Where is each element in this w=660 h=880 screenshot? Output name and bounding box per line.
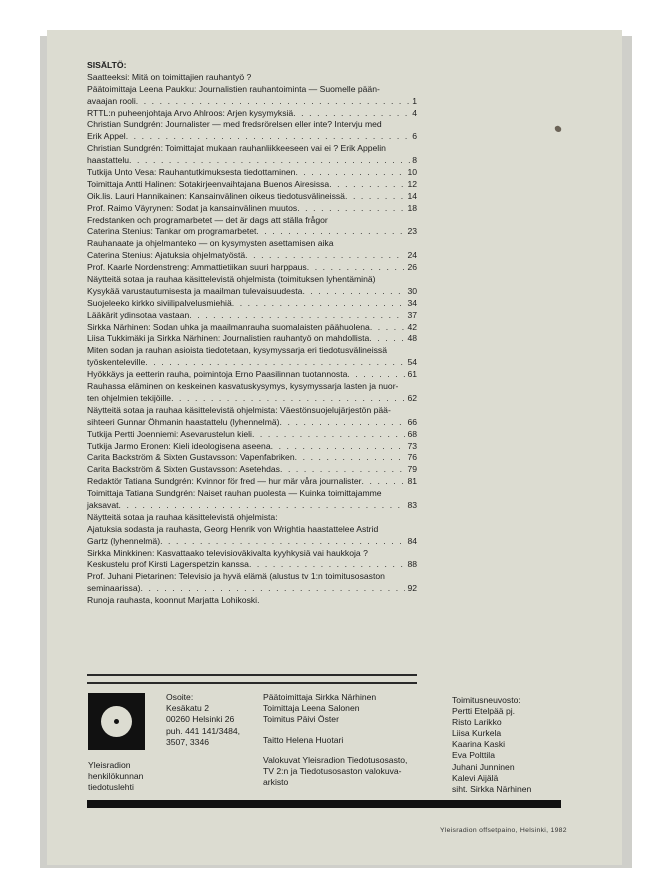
layout-credit: Taitto Helena Huotari: [263, 734, 344, 745]
toc-entry-title: Toimittaja Antti Halinen: Sotakirjeenvaihtajana Buenos Airesissa: [87, 178, 330, 189]
toc-entry-title: seminaarissa): [87, 583, 141, 594]
dot-leader: [297, 203, 405, 215]
dot-leader: [280, 464, 405, 476]
toc-entry: [87, 559, 417, 571]
toc-entry-title: Liisa Tukkimäki ja Sirkka Närhinen: Journalistien rauhantyö on mahdollista: [87, 333, 370, 344]
dot-leader: [370, 322, 406, 334]
toc-entry-title: Gartz (lyhennelmä): [87, 535, 161, 546]
dot-leader: [280, 417, 406, 429]
toc-entry-line: [87, 286, 417, 298]
board-line: Juhani Junninen: [452, 761, 515, 772]
toc-entry: [87, 310, 417, 322]
publisher-line: tiedotuslehti: [88, 782, 134, 793]
table-of-contents: [87, 60, 417, 607]
publisher-block: [88, 760, 143, 794]
toc-entry: [87, 595, 417, 607]
toc-entry: [87, 548, 417, 560]
toc-entry-line: [87, 357, 417, 369]
dot-leader: [307, 262, 406, 274]
toc-entry: [87, 476, 417, 488]
toc-page-number: 66: [407, 416, 417, 427]
toc-entry-line: Ajatuksia sodasta ja rauhasta, Georg Henrik von Wrightia haastattelee Astrid: [87, 523, 379, 534]
toc-entry-title: Lääkärit ydinsotaa vastaan: [87, 309, 190, 320]
toc-entry: [87, 369, 417, 381]
toc-page-number: 61: [407, 369, 417, 380]
toc-entry: [87, 226, 417, 238]
toc-entry: [87, 191, 417, 203]
toc-page-number: 84: [407, 535, 417, 546]
dot-leader: [256, 226, 405, 238]
toc-bottom-rule: [87, 682, 417, 684]
toc-page-number: 30: [407, 285, 417, 296]
toc-entry-title: Redaktör Tatiana Sundgrén: Kvinnor för fred — hur mär våra journalister: [87, 476, 362, 487]
toc-entry-line: [87, 250, 417, 262]
toc-entry: [87, 179, 417, 191]
dot-leader: [271, 441, 406, 453]
toc-entry-line: [87, 369, 417, 381]
toc-top-rule: [87, 674, 417, 676]
toc-entry: [87, 84, 417, 108]
toc-entry: [87, 345, 417, 369]
toc-page-number: 10: [407, 167, 417, 178]
yleisradio-logo: [88, 693, 145, 750]
toc-entry: [87, 143, 417, 167]
dot-leader: [252, 429, 405, 441]
toc-entry: [87, 286, 417, 298]
toc-entry-line: [87, 108, 417, 120]
editor-line: Toimitus Päivi Öster: [263, 714, 339, 725]
toc-entry-line: [87, 96, 417, 108]
board-line: Toimitusneuvosto:: [452, 695, 521, 705]
toc-entry: [87, 262, 417, 274]
toc-entry: [87, 72, 417, 84]
dot-leader: [126, 131, 411, 143]
toc-page-number: 81: [407, 476, 417, 487]
toc-page-number: 1: [412, 95, 417, 106]
toc-entry-line: [87, 131, 417, 143]
toc-page-number: 4: [412, 107, 417, 118]
toc-entry-title: avaajan rooli: [87, 95, 136, 106]
editors-block: [263, 692, 407, 788]
toc-entry: [87, 405, 417, 429]
toc-entry-title: Kysykää varustautumisesta ja maailman tulevaisuudesta: [87, 285, 303, 296]
toc-entry: [87, 238, 417, 250]
toc-entry-line: [87, 191, 417, 203]
toc-entry-line: [87, 226, 417, 238]
toc-entry-line: [87, 500, 417, 512]
toc-page-number: 14: [407, 190, 417, 201]
toc-entry-line: Sirkka Minkkinen: Kasvattaako televisioväkivalta kyyhkysiä vai haukkoja ?: [87, 547, 368, 558]
printer-credit: Yleisradion offsetpaino, Helsinki, 1982: [440, 827, 567, 834]
address-line: puh. 441 141/3484,: [166, 725, 241, 736]
toc-page-number: 79: [407, 464, 417, 475]
dot-leader: [136, 96, 410, 108]
board-line: Liisa Kurkela: [452, 728, 502, 739]
toc-entry-title: Keskustelu prof Kirsti Lagerspetzin kanssa: [87, 559, 249, 570]
toc-entry-line: [87, 429, 417, 441]
toc-page-number: 23: [407, 226, 417, 237]
toc-entry-line: Prof. Juhani Pietarinen: Televisio ja hyvä elämä (alustus tv 1:n toimitusosaston: [87, 571, 385, 582]
photo-credit-line: arkisto: [263, 777, 289, 788]
toc-page-number: 88: [407, 559, 417, 570]
toc-page-number: 6: [412, 131, 417, 142]
toc-entry-line: Toimittaja Tatiana Sundgrén: Naiset rauhan puolesta — Kuinka toimittajamme: [87, 488, 382, 499]
photo-credit-line: TV 2:n ja Tiedotusosaston valokuva-: [263, 766, 402, 777]
toc-entry-title: Tutkija Jarmo Eronen: Kieli ideologisena aseena: [87, 440, 271, 451]
toc-entry-title: Prof. Kaarle Nordenstreng: Ammattietiikan suuri harppaus: [87, 262, 307, 273]
toc-entry-line: [87, 167, 417, 179]
toc-page-number: 54: [407, 357, 417, 368]
ink-smudge: [553, 124, 563, 134]
toc-entry: [87, 452, 417, 464]
toc-entry: [87, 333, 417, 345]
toc-entry-line: [87, 393, 417, 405]
editorial-board: [452, 695, 531, 795]
toc-page-number: 83: [407, 499, 417, 510]
dot-leader: [141, 583, 406, 595]
toc-entry-line: Christian Sundgrén: Toimittajat mukaan rauhanliikkeeseen vai ei ? Erik Appelin: [87, 143, 386, 154]
toc-entry-line: Päätoimittaja Leena Paukku: Journalistien rauhantoiminta — Suomelle pään-: [87, 83, 380, 94]
address-line: Kesäkatu 2: [166, 703, 209, 714]
dot-leader: [160, 536, 405, 548]
toc-entry-line: [87, 417, 417, 429]
toc-entry-line: [87, 333, 417, 345]
toc-entry-title: Caterina Stenius: Tankar om programarbetet: [87, 226, 257, 237]
toc-entry-line: Miten sodan ja rauhan asioista tiedotetaan, kysymyssarja eri tiedotusvälineissä: [87, 345, 387, 356]
toc-heading: SISÄLTÖ:: [87, 60, 127, 70]
toc-page-number: 48: [407, 333, 417, 344]
toc-entry-line: [87, 322, 417, 334]
toc-entry-line: [87, 464, 417, 476]
dot-leader: [329, 179, 405, 191]
dot-leader: [129, 155, 410, 167]
toc-entry: [87, 322, 417, 334]
toc-entry: [87, 250, 417, 262]
toc-entry-title: Carita Backström & Sixten Gustavsson: Vapenfabriken: [87, 452, 295, 463]
board-line: Risto Larikko: [452, 717, 502, 728]
toc-entry-line: Rauhanaate ja ohjelmanteko — on kysymysten asettamisen aika: [87, 238, 334, 249]
dot-leader: [347, 369, 405, 381]
toc-entry-line: [87, 536, 417, 548]
toc-page-number: 76: [407, 452, 417, 463]
toc-entry: [87, 512, 417, 524]
dot-leader: [295, 167, 405, 179]
address-line: 3507, 3346: [166, 736, 210, 747]
toc-entry-title: Erik Appel: [87, 131, 126, 142]
toc-entry-title: Oik.lis. Lauri Hannikainen: Kansainvälinen oikeus tiedotusvälineissä: [87, 190, 345, 201]
toc-entry-line: [87, 559, 417, 571]
toc-entry-title: jaksavat: [87, 499, 119, 510]
dot-leader: [249, 559, 406, 571]
toc-page-number: 34: [407, 297, 417, 308]
toc-entry-line: Näytteitä sotaa ja rauhaa käsittelevistä ohjelmista:: [87, 511, 278, 522]
board-line: Pertti Etelpää pj.: [452, 706, 516, 717]
toc-entry-title: Tutkija Unto Vesa: Rauhantutkimuksesta tiedottaminen: [87, 167, 296, 178]
toc-entry: [87, 524, 417, 548]
toc-entry-line: Christian Sundgrén: Journalister — med fredsrörelsen eller inte? Intervju med: [87, 119, 382, 130]
toc-entry: [87, 274, 417, 286]
toc-entry-line: Saatteeksi: Mitä on toimittajien rauhantyö ?: [87, 71, 252, 82]
toc-entry-title: sihteeri Gunnar Öhmanin haastattelu (lyhennelmä): [87, 416, 280, 427]
toc-page-number: 68: [407, 428, 417, 439]
toc-entry-title: Hyökkäys ja eetterin rauha, poimintoja Erno Paasilinnan tuotannosta: [87, 369, 348, 380]
toc-entry: [87, 429, 417, 441]
address-line: 00260 Helsinki 26: [166, 714, 235, 725]
toc-entry-line: [87, 262, 417, 274]
toc-entry-line: [87, 476, 417, 488]
toc-entry: [87, 381, 417, 405]
editor-line: Toimittaja Leena Salonen: [263, 703, 360, 714]
toc-page-number: 92: [407, 583, 417, 594]
toc-entry-title: RTTL:n puheenjohtaja Arvo Ahlroos: Arjen kysymyksiä: [87, 107, 294, 118]
toc-entry-line: Fredstanken och programarbetet — det är dags att ställa frågor: [87, 214, 328, 225]
toc-entry-line: Näytteitä sotaa ja rauhaa käsittelevistä ohjelmista: Väestönsuojelujärjestön pää-: [87, 404, 391, 415]
toc-entry-line: Runoja rauhasta, koonnut Marjatta Lohikoski.: [87, 595, 260, 606]
editor-line: Päätoimittaja Sirkka Närhinen: [263, 692, 377, 702]
toc-entry: [87, 119, 417, 143]
dot-leader: [362, 476, 406, 488]
toc-entry-line: [87, 298, 417, 310]
toc-entry: [87, 298, 417, 310]
toc-entry: [87, 441, 417, 453]
address-line: Osoite:: [166, 692, 194, 702]
toc-entry: [87, 167, 417, 179]
toc-entry-title: haastattelu: [87, 155, 130, 166]
toc-entry-title: työskenteleville: [87, 357, 146, 368]
toc-entry-line: Näytteitä sotaa ja rauhaa käsittelevistä ohjelmista (toimituksen lyhentäminä): [87, 274, 376, 285]
toc-entry: [87, 203, 417, 215]
toc-page-number: 37: [407, 309, 417, 320]
toc-entry: [87, 488, 417, 512]
footer-bar: [87, 800, 561, 808]
toc-entry-line: Rauhassa eläminen on keskeinen kasvatuskysymys, kysymyssarja lasten ja nuor-: [87, 381, 399, 392]
toc-entry-title: Suojeleeko kirkko siviilipalvelusmiehiä: [87, 297, 232, 308]
toc-entry-line: [87, 155, 417, 167]
dot-leader: [232, 298, 406, 310]
toc-entry-line: [87, 452, 417, 464]
toc-page-number: 62: [407, 392, 417, 403]
dot-leader: [145, 357, 405, 369]
dot-leader: [302, 286, 405, 298]
publisher-line: Yleisradion: [88, 760, 131, 770]
toc-entry-title: Carita Backström & Sixten Gustavsson: Asetehdas: [87, 464, 280, 475]
toc-entry-title: Sirkka Närhinen: Sodan uhka ja maailmanrauha suomalaisten päähuolena: [87, 321, 370, 332]
address-block: [166, 692, 240, 748]
dot-leader: [345, 191, 405, 203]
toc-entry-line: [87, 310, 417, 322]
toc-page-number: 12: [407, 178, 417, 189]
toc-page-number: 42: [407, 321, 417, 332]
toc-entry-line: [87, 441, 417, 453]
dot-leader: [119, 500, 406, 512]
photo-credit-line: Valokuvat Yleisradion Tiedotusosasto,: [263, 754, 408, 765]
toc-entry-title: ten ohjelmien tekijöille: [87, 392, 172, 403]
dot-leader: [189, 310, 405, 322]
toc-entry: [87, 464, 417, 476]
toc-entry-title: Prof. Raimo Väyrynen: Sodat ja kansainvälinen muutos: [87, 202, 298, 213]
toc-page-number: 8: [412, 155, 417, 166]
toc-entry-line: [87, 203, 417, 215]
dot-leader: [245, 250, 405, 262]
toc-page-number: 73: [407, 440, 417, 451]
dot-leader: [369, 333, 405, 345]
dot-leader: [293, 108, 410, 120]
toc-entry: [87, 215, 417, 227]
toc-entry-line: [87, 179, 417, 191]
toc-page-number: 18: [407, 202, 417, 213]
board-line: siht. Sirkka Närhinen: [452, 783, 532, 794]
toc-entry: [87, 571, 417, 595]
toc-entry-title: Tutkija Pertti Joenniemi: Asevarustelun kieli: [87, 428, 252, 439]
dot-leader: [295, 452, 406, 464]
publisher-line: henkilökunnan: [88, 771, 144, 782]
toc-entry-line: [87, 583, 417, 595]
toc-entry-title: Caterina Stenius: Ajatuksia ohjelmatyöstä: [87, 250, 246, 261]
toc-page-number: 26: [407, 262, 417, 273]
board-line: Kaarina Kaski: [452, 739, 506, 750]
toc-page-number: 24: [407, 250, 417, 261]
board-line: Kalevi Aijälä: [452, 772, 499, 783]
toc-entry: [87, 108, 417, 120]
dot-leader: [171, 393, 405, 405]
board-line: Eva Polttila: [452, 750, 495, 761]
